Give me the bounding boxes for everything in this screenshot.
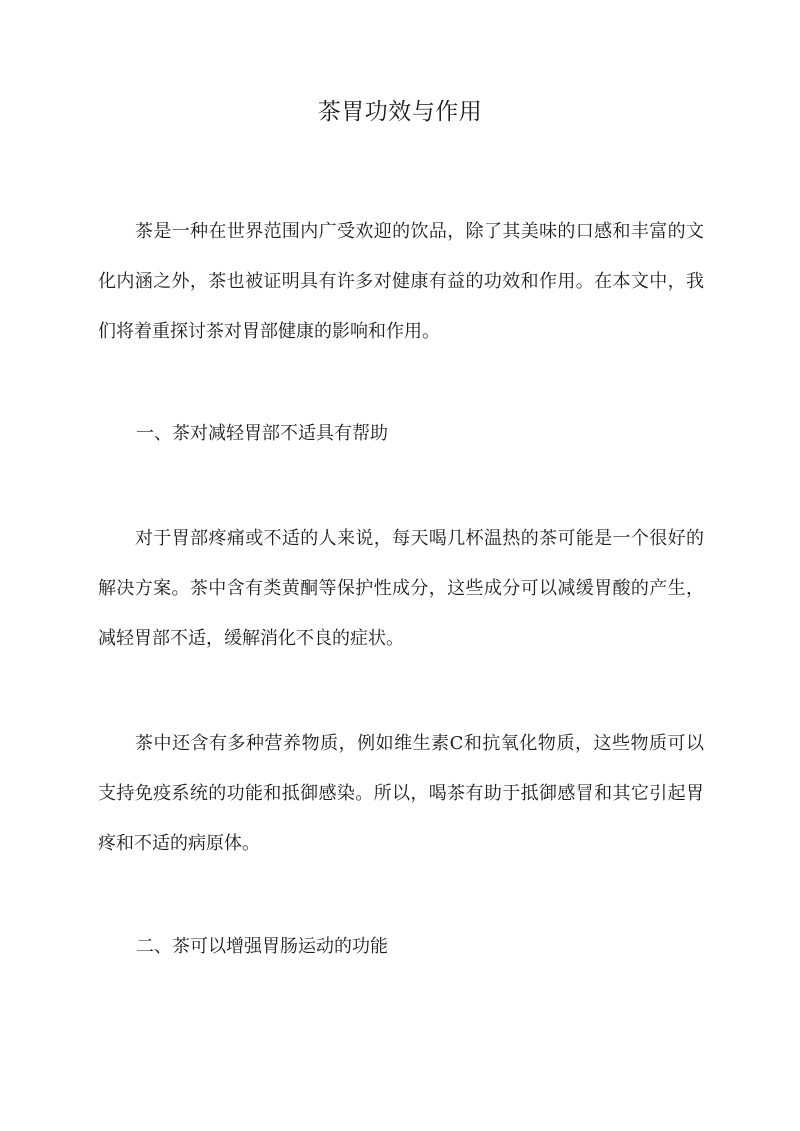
section-1-heading: 一、茶对减轻胃部不适具有帮助 [136, 423, 388, 444]
intro-paragraph: 茶是一种在世界范围内广受欢迎的饮品，除了其美味的口感和丰富的文化内涵之外，茶也被证明具有许多对健康有益的功效和作用。在本文中，我们将着重探讨茶对胃部健康的影响和作用。 [98, 221, 704, 342]
section-1-paragraph-1: 对于胃部疼痛或不适的人来说，每天喝几杯温热的茶可能是一个很好的解决方案。茶中含有类黄酮等保护性成分，这些成分可以减缓胃酸的产生，减轻胃部不适，缓解消化不良的症状。 [98, 528, 704, 649]
section-2-heading: 二、茶可以增强胃肠运动的功能 [136, 936, 388, 957]
section-1-paragraph-2: 茶中还含有多种营养物质，例如维生素C和抗氧化物质，这些物质可以支持免疫系统的功能和抵御感染。所以，喝茶有助于抵御感冒和其它引起胃疼和不适的病原体。 [98, 733, 704, 854]
document-title: 茶胃功效与作用 [317, 99, 483, 125]
